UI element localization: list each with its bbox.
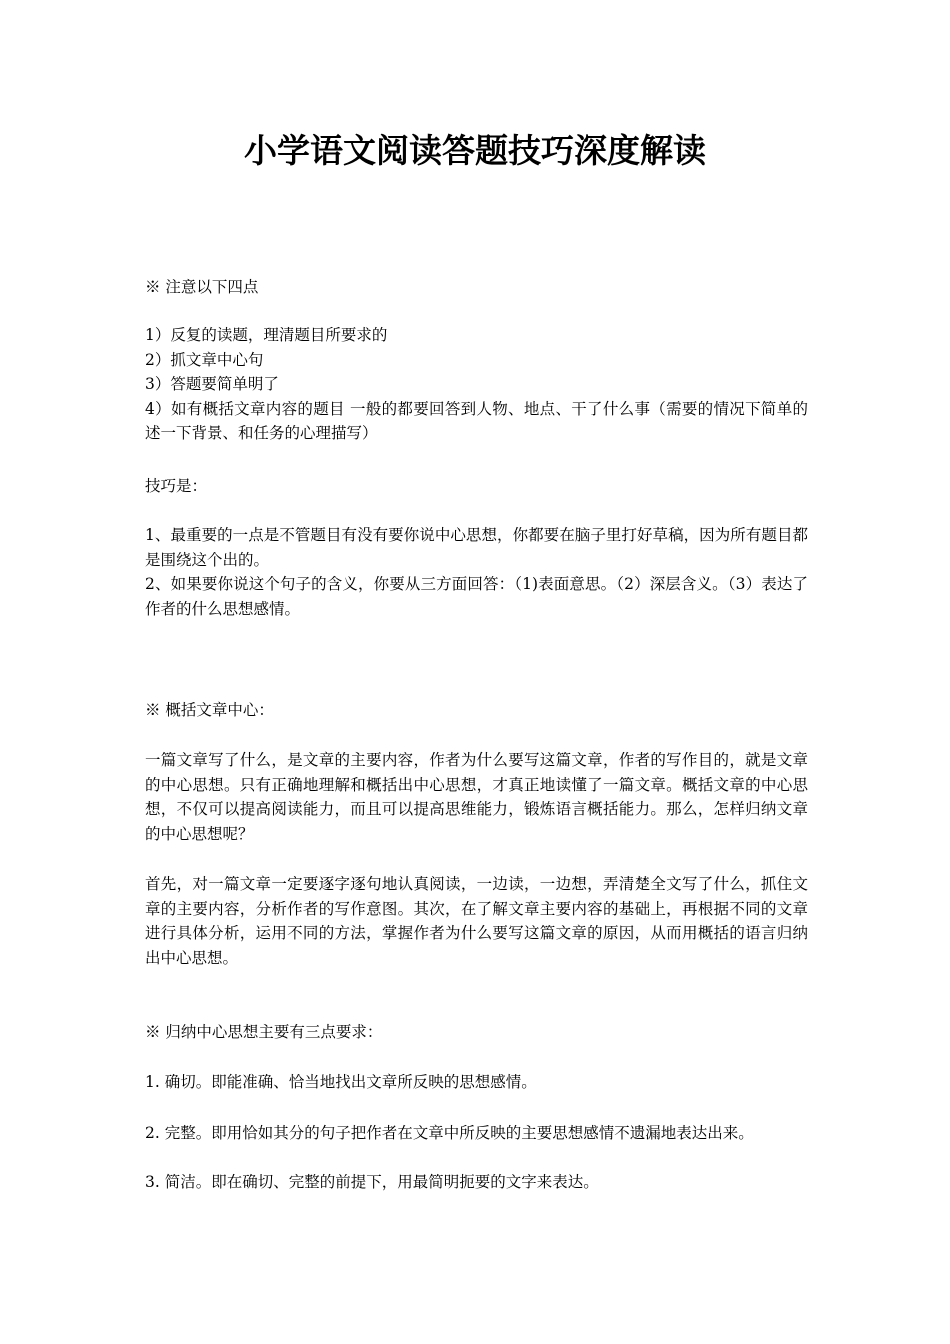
list-item: 2）抓文章中心句 [145, 350, 264, 369]
list-item [145, 1170, 808, 1195]
section-heading: ※ 注意以下四点 [145, 278, 259, 296]
list-item [145, 1070, 808, 1095]
section-heading: ※ 概括文章中心： [145, 701, 274, 719]
document-title: 小学语文阅读答题技巧深度解读 [244, 131, 706, 170]
list-item: 1、最重要的一点是不管题目有没有要你说中心思想，你都要在脑子里打好草稿，因为所有题目都是围绕这个出的。 [145, 526, 808, 569]
paragraph-text: 首先，对一篇文章一定要逐字逐句地认真阅读，一边读，一边想，弄清楚全文写了什么，抓住文章的主要内容，分析作者的写作意图。其次，在了解文章主要内容的基础上，再根据不同的文章进行具体分析，运用不同的方法，掌握作者为什么要写这篇文章的原因，从而用概括的语言归纳出中心思想。 [145, 875, 808, 967]
section-heading: ※ 归纳中心思想主要有三点要求： [145, 1023, 383, 1041]
list-item: 4）如有概括文章内容的题目 一般的都要回答到人物、地点、干了什么事（需要的情况下简单的 述一下背景、和任务的心理描写） [145, 399, 808, 442]
requirement-item: 3. 简洁。即在确切、完整的前提下，用最简明扼要的文字来表达。 [145, 1173, 599, 1191]
list-item: 3）答题要简单明了 [145, 375, 279, 393]
paragraph-text: 一篇文章写了什么，是文章的主要内容，作者为什么要写这篇文章，作者的写作目的，就是文章的中心思想。只有正确地理解和概括出中心思想，才真正地读懂了一篇文章。概括文章的中心思想，不仅可以提高阅读能力，而且可以提高思维能力，锻炼语言概括能力。那么，怎样归纳文章的中心思想呢？ [145, 751, 808, 843]
paragraph [145, 872, 808, 970]
paragraph [145, 748, 808, 846]
section-requirements-heading [145, 1020, 808, 1045]
section-summary-heading [145, 698, 808, 723]
list-item: 2、如果要你说这个句子的含义，你要从三方面回答：（1)表面意思。（2）深层含义。（3）表达了作者的什么思想感情。 [145, 575, 808, 618]
tips-heading-block [145, 474, 808, 499]
list-item: 1）反复的读题，理清题目所要求的 [145, 326, 388, 344]
requirement-item: 1. 确切。即能准确、恰当地找出文章所反映的思想感情。 [145, 1073, 537, 1091]
requirement-item: 2. 完整。即用恰如其分的句子把作者在文章中所反映的主要思想感情不遗漏地表达出来。 [145, 1124, 754, 1142]
tips-list [145, 523, 808, 621]
tips-heading: 技巧是： [145, 477, 208, 495]
attention-points-list [145, 323, 808, 446]
section-attention-heading [145, 275, 808, 300]
list-item [145, 1121, 808, 1146]
